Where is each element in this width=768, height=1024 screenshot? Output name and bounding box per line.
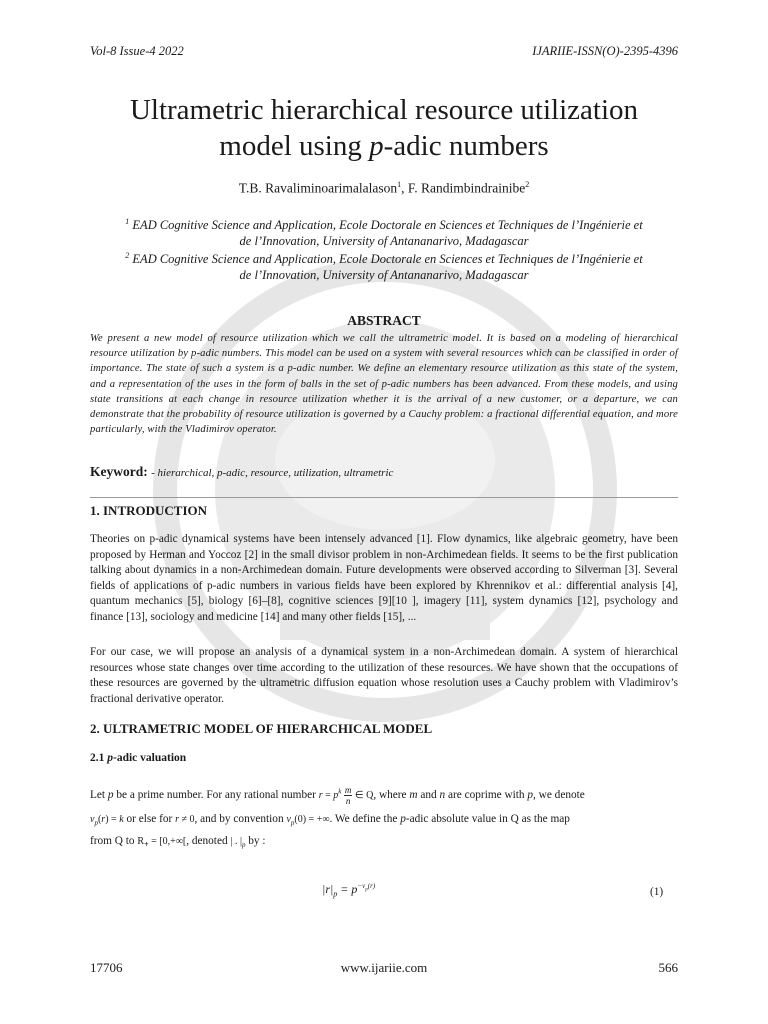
valuation-line-1: Let p be a prime number. For any rational number $r = p^k \frac{m}{n}$ ∈ Q, where m and n are coprime with p, we denote xyxy=(90,785,585,806)
author-2: F. Randimbindrainibe xyxy=(407,180,526,196)
journal-issn: IJARIIE-ISSN(O)-2395-4396 xyxy=(532,44,678,58)
intro-paragraph-1: Theories on p-adic dynamical systems have been intensely advanced [1]. Flow dynamics, like algebraic geometry, have been proposed by Herman and Yoccoz [2] in the small divisor problem in non-Archimedean fields. It seems to be the first publication talking about dynamics in a non-Archimedean domain. Future developments were observed according to Silverman [3]. Several fields of applications of p-adic numbers in various fields have been explored by Khrennikov et al.: differential analysis [4], quantum mechanics [5], biology [6]–[8], cognitive sciences [9][10 ], imagery [11], system dynamics [12], psychology and finance [13], sociology and medicine [14] and many other fields [15], ... xyxy=(90,533,678,623)
keywords: Keyword: - hierarchical, p-adic, resource, utilization, ultrametric xyxy=(90,464,394,479)
article-number: 17706 xyxy=(90,960,123,975)
author-1: T.B. Ravaliminoarimalalason xyxy=(238,180,398,196)
page-footer xyxy=(90,960,678,978)
section-2-heading: 2. ULTRAMETRIC MODEL OF HIERARCHICAL MODEL xyxy=(90,721,433,736)
section-divider xyxy=(90,497,678,498)
equation-1: $|r|_p = p^{-v_p(r)}$ xyxy=(322,882,376,899)
valuation-line-3: from Q to $R_+ = [0,+\infty$[, denoted | . $|_p$ by : xyxy=(90,835,266,849)
intro-paragraph-2: For our case, we will propose an analysis of a dynamical system in a non-Archimedean domain. A system of hierarchical resources whose state changes over time according to the utilization of these resources. We have shown that the occupations of these resources are governed by the ultrametric diffusion equation whose resolution uses a Cauchy problem with Vladimirov’s fractional derivative operator. xyxy=(90,646,678,705)
paper-title: Ultrametric hierarchical resource utilization model using p-adic numbers xyxy=(129,94,639,162)
author-list: T.B. Ravaliminoarimalalason$^1$, F. Randimbindrainibe$^2$ xyxy=(238,180,530,196)
affiliation-1: $^1$ EAD Cognitive Science and Application, Ecole Doctorale en Sciences et Techniques de l’Ingénierie et de l’Innovation, University of Antananarivo, Madagascar xyxy=(125,217,643,249)
journal-website: www.ijariie.com xyxy=(340,960,428,975)
valuation-line-2: $v_p(r) = k$ or else for r ≠ 0, and by convention $v_p(0)$ = +∞. We define the p-adic absolute value in Q as the map xyxy=(90,813,570,827)
abstract-text: We present a new model of resource utilization which we call the ultrametric model. It is based on a modeling of hierarchical resource utilization by p-adic numbers. This model can be used on a system with several resources which can be classified in order of importance. The state of such a system is a p-adic number. We define an elementary resource utilization as this state of the system, and a representation of the uses in the form of balls in the set of p-adic numbers has been advanced. From these models, and using state transitions at each change in resource utilization whether it is the arrival of a new customer, or a departure, we can demonstrate that the probability of resource utilization is governed by a Cauchy problem: a fractional differential equation, and more particularly, with the Vladimirov operator. xyxy=(90,333,678,436)
affiliation-2: $^2$ EAD Cognitive Science and Application, Ecole Doctorale en Sciences et Techniques de l’Ingénierie et de l’Innovation, University of Antananarivo, Madagascar xyxy=(125,251,643,283)
abstract-heading: ABSTRACT xyxy=(347,313,421,328)
journal-volume: Vol-8 Issue-4 2022 xyxy=(90,44,184,58)
section-1-heading: 1. INTRODUCTION xyxy=(90,503,208,518)
page-number: 566 xyxy=(658,960,678,975)
subsection-2-1-heading: 2.1 p-adic valuation xyxy=(90,752,187,764)
page-header xyxy=(90,44,678,62)
equation-1-number: (1) xyxy=(650,886,664,898)
